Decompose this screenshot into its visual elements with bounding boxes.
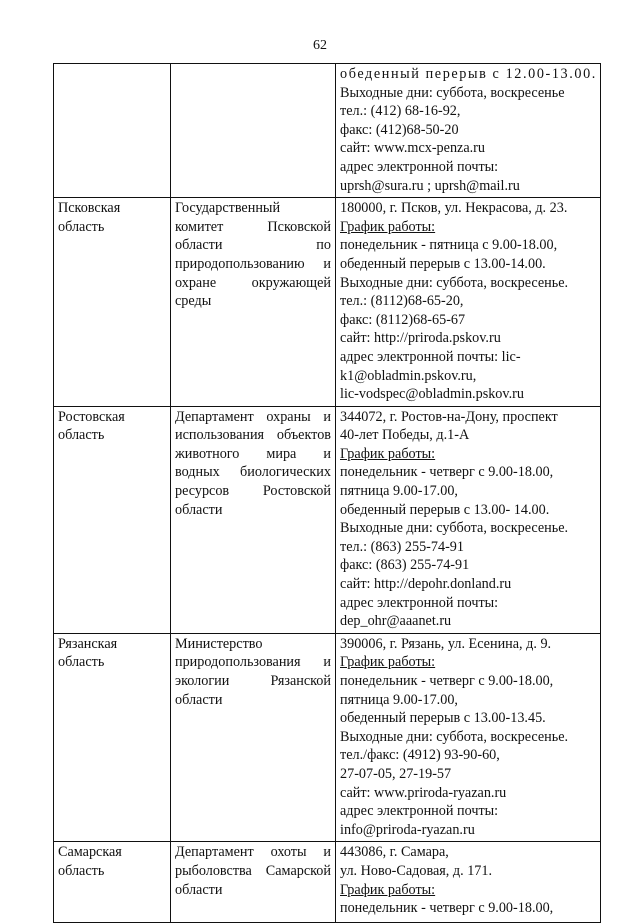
contact-cell [336, 842, 601, 923]
contact-line: 390006, г. Рязань, ул. Есенина, д. 9. [340, 635, 552, 652]
contact-line: адрес электронной почты: [340, 803, 499, 820]
contact-line: адрес электронной почты: lic- [340, 348, 521, 365]
schedule-heading: График работы: [340, 654, 436, 671]
contact-line: 180000, г. Псков, ул. Некрасова, д. 23. [340, 200, 568, 217]
contact-cell [336, 633, 601, 842]
agency-cell [171, 64, 336, 198]
contact-line: 40-лет Победы, д.1-А [340, 427, 470, 444]
schedule-heading: График работы: [340, 218, 436, 235]
contact-line: uprsh@sura.ru ; uprsh@mail.ru [340, 177, 520, 194]
contact-line: факс: (863) 255-74-91 [340, 557, 470, 574]
agency-cell: Департамент охоты и рыболовства Самарской области [171, 842, 336, 923]
region-cell: Рязанская область [54, 633, 171, 842]
contact-line: info@priroda-ryazan.ru [340, 821, 475, 838]
contact-cell [336, 64, 601, 198]
contact-line: обеденный перерыв с 13.00- 14.00. [340, 501, 550, 518]
contact-cell [336, 198, 601, 407]
contact-line: сайт: www.priroda-ryazan.ru [340, 784, 507, 801]
schedule-heading: График работы: [340, 445, 436, 462]
contact-line: факс: (8112)68-65-67 [340, 311, 466, 328]
agency-cell: Государственный комитет Псковской области по природопользованию и охране окружающей среды [171, 198, 336, 407]
contact-line: тел.: (412) 68-16-92, [340, 103, 461, 120]
contact-line: пятница 9.00-17.00, [340, 691, 458, 708]
contact-line: Выходные дни: суббота, воскресенье. [340, 728, 569, 745]
contact-line: тел.: (863) 255-74-91 [340, 538, 464, 555]
agency-cell: Департамент охраны и использования объектов животного мира и водных биологических ресурсов Ростовской области [171, 406, 336, 633]
contact-line: пятница 9.00-17.00, [340, 483, 458, 500]
page-number: 62 [313, 38, 327, 53]
contact-line: обеденный перерыв с 13.00-13.45. [340, 710, 546, 727]
contact-line: Выходные дни: суббота, воскресенье. [340, 274, 569, 291]
agency-cell: Министерство природопользования и экологии Рязанской области [171, 633, 336, 842]
table-row [54, 64, 601, 198]
agency-contacts-table [53, 63, 601, 923]
contact-line: тел./факс: (4912) 93-90-60, [340, 747, 500, 764]
contact-line: сайт: http://depohr.donland.ru [340, 576, 512, 593]
contact-line: адрес электронной почты: [340, 594, 499, 611]
contact-line: Выходные дни: суббота, воскресенье. [340, 520, 569, 537]
contact-line: 27-07-05, 27-19-57 [340, 765, 452, 782]
table-body [54, 64, 601, 923]
contact-line: 344072, г. Ростов-на-Дону, проспект [340, 408, 558, 425]
contact-cell [336, 406, 601, 633]
contact-line: обеденный перерыв с 13.00-14.00. [340, 255, 546, 272]
contact-line: lic-vodspec@obladmin.pskov.ru [340, 386, 524, 403]
contact-line: понедельник - четверг с 9.00-18.00, [340, 900, 554, 917]
table-row [54, 842, 601, 923]
contact-line: тел.: (8112)68-65-20, [340, 293, 464, 310]
contact-line: понедельник - пятница с 9.00-18.00, [340, 237, 558, 254]
schedule-heading: График работы: [340, 881, 436, 898]
contact-line: адрес электронной почты: [340, 158, 499, 175]
region-cell: Самарская область [54, 842, 171, 923]
contact-line: сайт: www.mcx-penza.ru [340, 140, 486, 157]
contact-line: сайт: http://priroda.pskov.ru [340, 330, 501, 347]
region-cell [54, 64, 171, 198]
table-row [54, 633, 601, 842]
table-row [54, 198, 601, 407]
contact-line: dep_ohr@aaanet.ru [340, 613, 452, 630]
contact-line: факс: (412)68-50-20 [340, 121, 459, 138]
contact-line: понедельник - четверг с 9.00-18.00, [340, 673, 554, 689]
contact-line: k1@obladmin.pskov.ru, [340, 367, 477, 384]
contact-line: 443086, г. Самара, [340, 844, 449, 861]
table-row [54, 406, 601, 633]
contact-line: Выходные дни: суббота, воскресенье [340, 84, 565, 101]
contact-line: понедельник - четверг с 9.00-18.00, [340, 464, 554, 481]
contact-line: ул. Ново-Садовая, д. 171. [340, 862, 493, 879]
region-cell: Псковская область [54, 198, 171, 407]
region-cell: Ростовская область [54, 406, 171, 633]
contact-line: обеденный перерыв с 12.00-13.00. [340, 66, 597, 82]
